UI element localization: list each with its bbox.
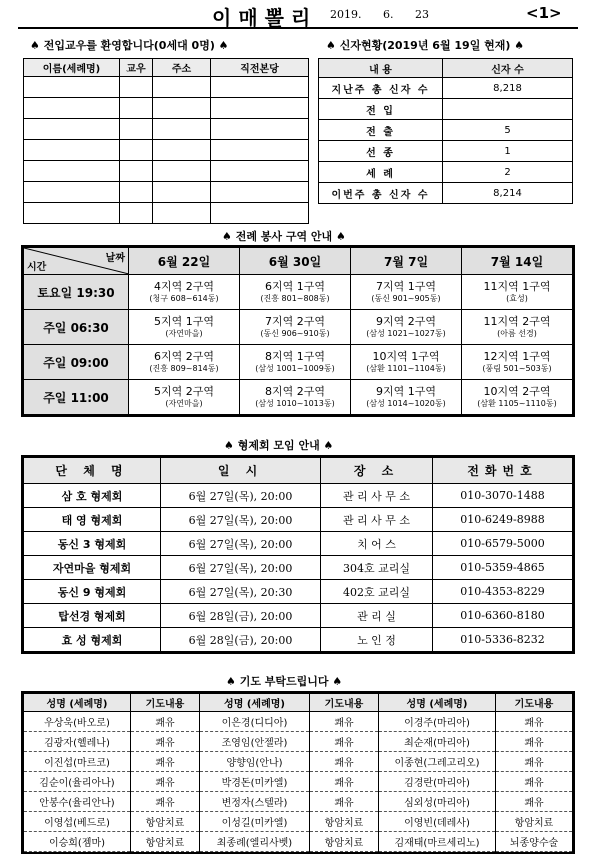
group-name: 효 성 형제회	[24, 628, 161, 652]
meeting-time: 6월 28일(금), 20:00	[161, 604, 321, 628]
service-detail: (삼성 1014~1020동)	[366, 398, 446, 408]
group-name: 자연마을 형제회	[24, 556, 161, 580]
date-header: 6월 30일	[240, 248, 351, 275]
stats-row	[319, 120, 573, 141]
newcomer-cell	[153, 203, 211, 224]
service-zone: 5지역 1구역	[154, 315, 214, 329]
bulletin-title: 이매뽈리	[212, 6, 318, 30]
newcomer-row	[24, 77, 309, 98]
corner-date-label: 날짜	[105, 253, 125, 264]
column-header: 성명 (세례명)	[24, 694, 131, 712]
column-header: 단 체 명	[24, 458, 161, 484]
person-name: 우상욱(바오로)	[24, 712, 131, 732]
newcomer-cell	[24, 182, 120, 203]
prayer-content: 쾌유	[310, 792, 379, 812]
brothers-row	[24, 628, 573, 652]
newcomer-cell	[153, 119, 211, 140]
service-header-row	[24, 248, 573, 275]
newcomer-cell	[24, 77, 120, 98]
newcomer-cell	[153, 182, 211, 203]
newcomer-cell	[211, 182, 309, 203]
stats-title: ♠ 신자현황(2019년 6월 19일 현재) ♠	[326, 39, 525, 52]
prayer-content: 쾌유	[131, 732, 200, 752]
prayer-content: 항암치료	[131, 832, 200, 852]
service-detail: (효성)	[506, 293, 528, 303]
service-zone: 12지역 1구역	[483, 350, 551, 364]
stats-table	[318, 58, 573, 204]
service-detail: (청구 608~614동)	[149, 293, 219, 303]
stats-label: 선 종	[319, 141, 443, 162]
service-cell	[351, 310, 462, 345]
column-header: 신자 수	[443, 59, 573, 78]
newcomer-cell	[153, 98, 211, 119]
header-rule	[18, 27, 578, 29]
brothers-table	[23, 457, 573, 652]
prayer-content: 쾌유	[131, 772, 200, 792]
person-name: 이영섭(베드로)	[24, 812, 131, 832]
service-detail: (삼성 1001~1009동)	[255, 363, 335, 373]
column-header: 장 소	[321, 458, 433, 484]
service-row	[24, 380, 573, 415]
newcomers-table	[23, 58, 309, 224]
prayer-content: 쾌유	[496, 772, 573, 792]
column-header: 성명 (세례명)	[200, 694, 310, 712]
prayer-content: 쾌유	[310, 772, 379, 792]
newcomer-cell	[120, 98, 153, 119]
brothers-header-row	[24, 458, 573, 484]
page-number: <1>	[526, 4, 562, 22]
service-cell	[462, 380, 573, 415]
person-name: 양향임(안나)	[200, 752, 310, 772]
service-cell	[129, 275, 240, 310]
service-zone: 10지역 2구역	[483, 385, 551, 399]
phone-number: 010-5336-8232	[433, 628, 573, 652]
person-name: 변정자(스텔라)	[200, 792, 310, 812]
brothers-row	[24, 532, 573, 556]
person-name: 이영빈(데레사)	[379, 812, 496, 832]
service-cell	[351, 345, 462, 380]
meeting-time: 6월 27일(목), 20:00	[161, 508, 321, 532]
prayer-content: 쾌유	[310, 712, 379, 732]
newcomer-cell	[153, 161, 211, 182]
stats-value: 2	[443, 162, 573, 183]
prayer-row	[24, 752, 573, 772]
column-header: 기도내용	[131, 694, 200, 712]
service-detail: (자연마을)	[165, 328, 203, 338]
newcomer-row	[24, 98, 309, 119]
meeting-time: 6월 27일(목), 20:00	[161, 532, 321, 556]
service-zone: 6지역 2구역	[154, 350, 214, 364]
meeting-time: 6월 27일(목), 20:00	[161, 556, 321, 580]
service-cell	[462, 310, 573, 345]
prayer-content: 항암치료	[310, 812, 379, 832]
person-name: 이진섭(마르코)	[24, 752, 131, 772]
service-row	[24, 310, 573, 345]
stats-row	[319, 99, 573, 120]
prayer-content: 뇌종양수술	[496, 832, 573, 852]
prayer-row	[24, 792, 573, 812]
service-detail: (삼환 1105~1110동)	[477, 398, 557, 408]
date-header: 7월 14일	[462, 248, 573, 275]
stats-value	[443, 99, 573, 120]
stats-row	[319, 78, 573, 99]
corner-cell	[24, 248, 129, 275]
newcomer-row	[24, 119, 309, 140]
brothers-row	[24, 484, 573, 508]
service-cell	[351, 380, 462, 415]
prayer-content: 항암치료	[310, 832, 379, 852]
service-zone: 5지역 2구역	[154, 385, 214, 399]
meeting-place: 노 인 정	[321, 628, 433, 652]
person-name: 안봉수(율리안나)	[24, 792, 131, 812]
stats-value: 8,218	[443, 78, 573, 99]
person-name: 이종현(그레고리오)	[379, 752, 496, 772]
service-detail: (진흥 801~808동)	[260, 293, 330, 303]
stats-label: 지난주 총 신자 수	[319, 78, 443, 99]
service-zone: 7지역 1구역	[376, 280, 436, 294]
newcomer-cell	[120, 119, 153, 140]
stats-value: 5	[443, 120, 573, 141]
column-header: 전화번호	[433, 458, 573, 484]
stats-label: 세 례	[319, 162, 443, 183]
prayer-row	[24, 812, 573, 832]
newcomer-cell	[153, 140, 211, 161]
newcomer-row	[24, 182, 309, 203]
prayer-content: 항암치료	[131, 812, 200, 832]
stats-value: 8,214	[443, 183, 573, 204]
newcomer-cell	[153, 77, 211, 98]
service-time: 토요일 19:30	[24, 275, 129, 310]
service-row	[24, 275, 573, 310]
service-cell	[240, 345, 351, 380]
person-name: 심외성(마리아)	[379, 792, 496, 812]
group-name: 동신 9 형제회	[24, 580, 161, 604]
service-title: ♠ 전례 봉사 구역 안내 ♠	[222, 230, 346, 243]
service-detail: (자연마을)	[165, 398, 203, 408]
service-cell	[240, 310, 351, 345]
date-header: 7월 7일	[351, 248, 462, 275]
service-detail: (삼성 1021~1027동)	[366, 328, 446, 338]
prayer-content: 쾌유	[496, 752, 573, 772]
service-time: 주일 11:00	[24, 380, 129, 415]
prayer-row	[24, 712, 573, 732]
newcomer-cell	[120, 77, 153, 98]
newcomer-cell	[24, 203, 120, 224]
newcomer-cell	[120, 161, 153, 182]
newcomer-cell	[211, 203, 309, 224]
phone-number: 010-5359-4865	[433, 556, 573, 580]
stats-row	[319, 162, 573, 183]
service-zone: 8지역 1구역	[265, 350, 325, 364]
person-name: 이은경(디디아)	[200, 712, 310, 732]
phone-number: 010-4353-8229	[433, 580, 573, 604]
meeting-time: 6월 28일(금), 20:00	[161, 628, 321, 652]
person-name: 조영임(안젤라)	[200, 732, 310, 752]
column-header: 주소	[153, 59, 211, 77]
stats-label: 전 입	[319, 99, 443, 120]
service-row	[24, 345, 573, 380]
newcomer-row	[24, 203, 309, 224]
stats-header-row	[319, 59, 573, 78]
service-detail: (아름 선경)	[497, 328, 537, 338]
prayer-title: ♠ 기도 부탁드립니다 ♠	[226, 675, 343, 688]
service-table	[23, 247, 573, 415]
person-name: 이경주(마리아)	[379, 712, 496, 732]
prayer-header-row	[24, 694, 573, 712]
brothers-row	[24, 556, 573, 580]
phone-number: 010-6579-5000	[433, 532, 573, 556]
service-zone: 10지역 1구역	[372, 350, 440, 364]
prayer-content: 쾌유	[496, 732, 573, 752]
phone-number: 010-6360-8180	[433, 604, 573, 628]
service-detail: (동신 901~905동)	[371, 293, 441, 303]
service-zone: 9지역 2구역	[376, 315, 436, 329]
stats-row	[319, 183, 573, 204]
newcomer-cell	[120, 140, 153, 161]
column-header: 성명 (세례명)	[379, 694, 496, 712]
person-name: 김재태(마르세리노)	[379, 832, 496, 852]
prayer-row	[24, 832, 573, 852]
service-zone: 6지역 1구역	[265, 280, 325, 294]
prayer-content: 쾌유	[131, 752, 200, 772]
service-detail: (삼성 1010~1013동)	[255, 398, 335, 408]
meeting-place: 치 어 스	[321, 532, 433, 556]
newcomer-cell	[24, 140, 120, 161]
prayer-row	[24, 732, 573, 752]
person-name: 이승희(젬마)	[24, 832, 131, 852]
person-name: 이성길(미카엘)	[200, 812, 310, 832]
newcomer-cell	[211, 119, 309, 140]
service-cell	[129, 310, 240, 345]
service-cell	[240, 275, 351, 310]
service-cell	[129, 345, 240, 380]
meeting-time: 6월 27일(목), 20:00	[161, 484, 321, 508]
service-zone: 4지역 2구역	[154, 280, 214, 294]
meeting-place: 관 리 실	[321, 604, 433, 628]
newcomer-cell	[120, 203, 153, 224]
brothers-row	[24, 604, 573, 628]
newcomer-cell	[211, 140, 309, 161]
newcomer-cell	[120, 182, 153, 203]
service-cell	[129, 380, 240, 415]
newcomer-row	[24, 161, 309, 182]
stats-label: 전 출	[319, 120, 443, 141]
meeting-time: 6월 27일(목), 20:30	[161, 580, 321, 604]
column-header: 이름(세례명)	[24, 59, 120, 77]
newcomer-cell	[211, 77, 309, 98]
service-detail: (풍림 501~503동)	[482, 363, 552, 373]
column-header: 직전본당	[211, 59, 309, 77]
newcomer-row	[24, 140, 309, 161]
prayer-content: 쾌유	[496, 792, 573, 812]
service-time: 주일 06:30	[24, 310, 129, 345]
service-detail: (진흥 809~814동)	[149, 363, 219, 373]
service-zone: 8지역 2구역	[265, 385, 325, 399]
prayer-content: 쾌유	[310, 752, 379, 772]
meeting-place: 402호 교리실	[321, 580, 433, 604]
phone-number: 010-3070-1488	[433, 484, 573, 508]
group-name: 탑선경 형제회	[24, 604, 161, 628]
prayer-content: 쾌유	[496, 712, 573, 732]
brothers-title: ♠ 형제회 모임 안내 ♠	[224, 439, 334, 452]
meeting-place: 관 리 사 무 소	[321, 508, 433, 532]
service-cell	[351, 275, 462, 310]
newcomer-cell	[24, 98, 120, 119]
service-detail: (동신 906~910동)	[260, 328, 330, 338]
prayer-table	[23, 693, 573, 852]
service-cell	[240, 380, 351, 415]
column-header: 기도내용	[496, 694, 573, 712]
person-name: 김경란(마리아)	[379, 772, 496, 792]
stats-label: 이번주 총 신자 수	[319, 183, 443, 204]
brothers-row	[24, 580, 573, 604]
prayer-row	[24, 772, 573, 792]
prayer-content: 항암치료	[496, 812, 573, 832]
service-zone: 9지역 1구역	[376, 385, 436, 399]
bulletin-date: 2019. 6. 23	[330, 8, 429, 21]
column-header: 기도내용	[310, 694, 379, 712]
service-detail: (삼환 1101~1104동)	[366, 363, 446, 373]
prayer-content: 쾌유	[131, 712, 200, 732]
prayer-content: 쾌유	[310, 732, 379, 752]
date-header: 6월 22일	[129, 248, 240, 275]
newcomer-cell	[211, 161, 309, 182]
column-header: 일 시	[161, 458, 321, 484]
newcomer-cell	[24, 119, 120, 140]
person-name: 최종례(엘리사벳)	[200, 832, 310, 852]
group-name: 태 영 형제회	[24, 508, 161, 532]
newcomers-title: ♠ 전입교우를 환영합니다(0세대 0명) ♠	[30, 39, 229, 52]
corner-time-label: 시간	[27, 262, 47, 273]
prayer-content: 쾌유	[131, 792, 200, 812]
service-cell	[462, 275, 573, 310]
newcomers-header-row	[24, 59, 309, 77]
stats-value: 1	[443, 141, 573, 162]
service-zone: 11지역 2구역	[483, 315, 551, 329]
group-name: 삼 호 형제회	[24, 484, 161, 508]
column-header: 교우	[120, 59, 153, 77]
phone-number: 010-6249-8988	[433, 508, 573, 532]
newcomer-cell	[24, 161, 120, 182]
service-cell	[462, 345, 573, 380]
newcomer-cell	[211, 98, 309, 119]
stats-row	[319, 141, 573, 162]
column-header: 내 용	[319, 59, 443, 78]
meeting-place: 관 리 사 무 소	[321, 484, 433, 508]
brothers-row	[24, 508, 573, 532]
service-zone: 11지역 1구역	[483, 280, 551, 294]
service-zone: 7지역 2구역	[265, 315, 325, 329]
person-name: 최순재(마리아)	[379, 732, 496, 752]
meeting-place: 304호 교리실	[321, 556, 433, 580]
person-name: 박경돈(미카엘)	[200, 772, 310, 792]
person-name: 김광자(헬레나)	[24, 732, 131, 752]
service-time: 주일 09:00	[24, 345, 129, 380]
group-name: 동신 3 형제회	[24, 532, 161, 556]
person-name: 김순이(율리아나)	[24, 772, 131, 792]
